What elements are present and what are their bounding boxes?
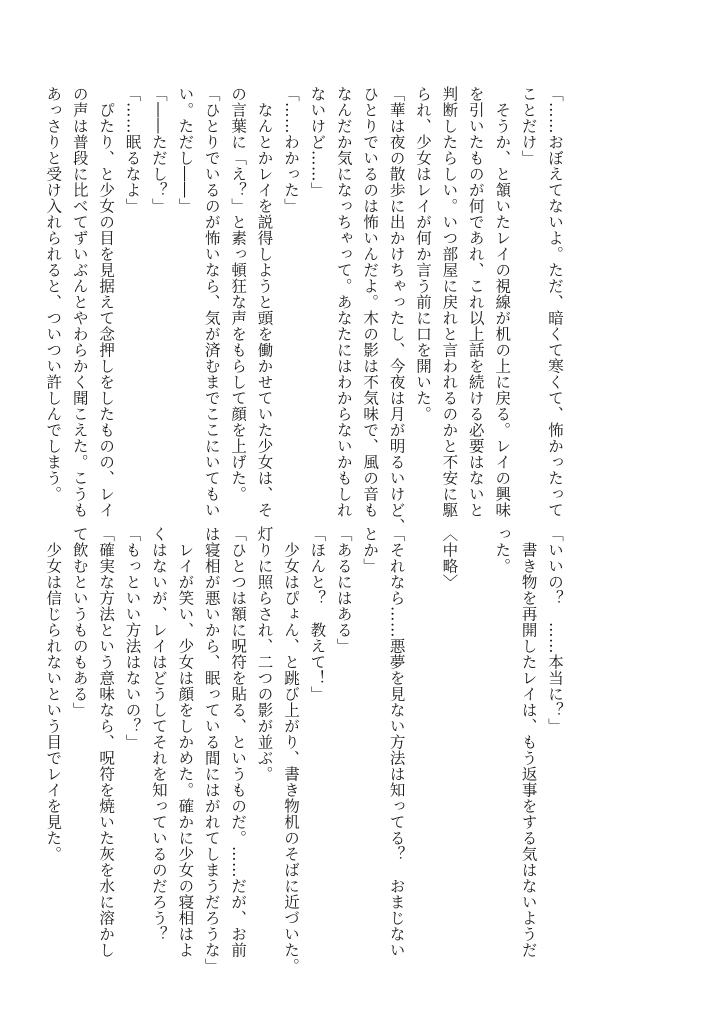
text-line: 「……眠るなよ」: [123, 86, 142, 214]
text-line: を引いたものが何であれ、これ以上話を続ける必要はないと: [466, 86, 485, 518]
text-line: そうか、と頷いたレイの視線が机の上に戻る。レイの興味: [493, 86, 512, 518]
text-line: ことだけ」: [519, 86, 538, 166]
section-marker: 〈中略〉: [440, 526, 459, 590]
text-line: ひとりでいるのは怖いんだよ。木の影は不気味で、風の音も: [361, 86, 380, 518]
text-line: 「……おぼえてないよ。ただ、暗くて寒くて、怖かったって: [546, 86, 564, 518]
text-line: なんだか気になっちゃって。あなたにはわからないかもしれ: [334, 86, 353, 518]
text-line: 「もっといい方法はないの？」: [123, 526, 142, 750]
top-text-block: [44, 86, 568, 534]
text-line: 「華は夜の散歩に出かけちゃったし、今夜は月が明るいけど、: [387, 86, 406, 534]
text-line: ないけど……」: [308, 86, 327, 198]
text-line: った。: [493, 526, 512, 574]
text-line: 少女は信じられないという目でレイを見た。: [44, 526, 63, 862]
text-line: 「あるにはある」: [334, 526, 353, 654]
bottom-text-block: [44, 526, 568, 974]
text-line: レイが笑い、少女は顔をしかめた。確かに少女の寝相はよ: [176, 526, 195, 958]
text-line: 「ひとつは額に呪符を貼る、というものだ。……だが、お前: [229, 526, 248, 958]
text-line: の声は普段に比べてずいぶんとやわらかく聞こえた。こうも: [70, 86, 89, 518]
text-line: 「それなら……悪夢を見ない方法は知ってる？ おまじない: [387, 526, 406, 958]
text-line: い。ただし――」: [176, 86, 195, 214]
text-line: られ、少女はレイが何か言う前に口を開いた。: [413, 86, 432, 422]
text-line: 少女はぴょん、と跳び上がり、書き物机のそばに近づいた。: [281, 526, 300, 974]
text-line: て飲むというものもある」: [70, 526, 89, 718]
text-line: 「いいの？ ……本当に？」: [546, 526, 564, 734]
text-line: 判断したらしい。いつ部屋に戻れと言われるのかと不安に駆: [440, 86, 459, 518]
text-line: あっさりと受け入れられると、ついつい許しんでしまう。: [44, 86, 63, 502]
text-line: [462, 526, 488, 934]
text-line: くはないが、レイはどうしてそれを知っているのだろう？: [149, 526, 168, 942]
text-line: [410, 526, 436, 934]
text-line: の言葉に「え？」と素っ頓狂な声をもらして顔を上げた。: [229, 86, 248, 502]
text-line: 「――ただし？」: [149, 86, 168, 214]
text-line: とか」: [361, 526, 380, 574]
text-line: なんとかレイを説得しようと頭を働かせていた少女は、そ: [255, 86, 274, 518]
text-line: 灯りに照らされ、二つの影が並ぶ。: [255, 526, 274, 782]
text-line: 「ひとりでいるのが怖いなら、気が済むまでここにいてもい: [202, 86, 221, 518]
text-line: ぴたり、と少女の目を見据えて念押しをしたものの、レイ: [97, 86, 116, 518]
text-line: 書き物を再開したレイは、もう返事をする気はないようだ: [519, 526, 538, 958]
text-line: 「……わかった」: [281, 86, 300, 214]
text-line: 「ほんと？ 教えて！」: [308, 526, 327, 702]
text-line: 「確実な方法という意味なら、呪符を焼いた灰を水に溶かし: [97, 526, 116, 958]
text-line: は寝相が悪いから、眠っている間にはがれてしまうだろうな」: [202, 526, 221, 974]
